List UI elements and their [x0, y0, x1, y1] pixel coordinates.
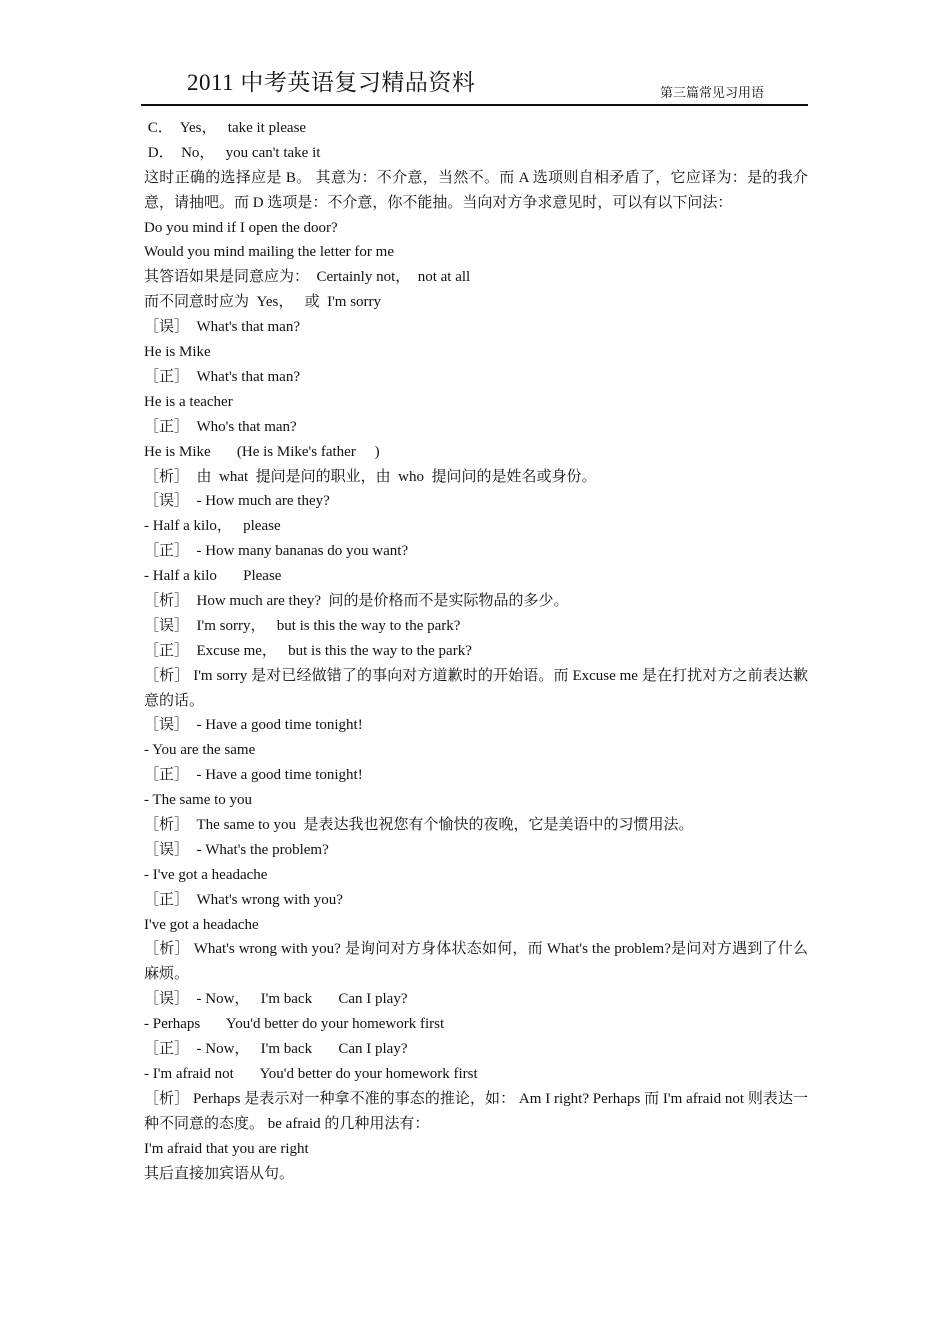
wrong-example: ［误］ - How much are they?: [144, 493, 330, 510]
document-title: [187, 64, 475, 97]
correct-example: ［正］ - Now， I'm back Can I play?: [144, 1041, 408, 1058]
dialogue-line: - You are the same: [144, 742, 256, 759]
correct-example: ［正］ Who's that man?: [144, 418, 297, 435]
dialogue-line: I've got a headache: [144, 916, 259, 933]
dialogue-line: He is Mike: [144, 344, 211, 361]
example-line: Do you mind if I open the door?: [144, 219, 338, 236]
option-d-line: D． No， you can't take it: [144, 144, 321, 161]
wrong-example: ［误］ - What's the problem?: [144, 841, 329, 858]
dialogue-line: He is a teacher: [144, 393, 233, 410]
analysis-paragraph: ［析］ I'm sorry 是对已经做错了的事向对方道歉时的开始语。而 Excuse me 是在打扰对方之前表达歉意的话。: [144, 667, 808, 709]
option-c-line: C． Yes， take it please: [144, 120, 307, 136]
analysis-line: ［析］ How much are they? 问的是价格而不是实际物品的多少。: [144, 592, 569, 609]
dialogue-line: - Perhaps You'd better do your homework first: [144, 1016, 445, 1033]
correct-example: ［正］ Excuse me， but is this the way to the park?: [144, 642, 472, 659]
example-line: Would you mind mailing the letter for me: [144, 244, 394, 261]
dialogue-line: - Half a kilo Please: [144, 568, 282, 585]
wrong-example: ［误］ What's that man?: [144, 319, 300, 336]
analysis-line: ［析］ 由 what 提问是问的职业，由 who 提问问的是姓名或身份。: [144, 468, 597, 485]
dialogue-line: He is Mike (He is Mike's father ): [144, 443, 380, 460]
answer-line: 其答语如果是同意应为： Certainly not， not at all: [144, 269, 471, 286]
correct-example: ［正］ - Have a good time tonight!: [144, 767, 363, 784]
dialogue-line: - The same to you: [144, 792, 253, 809]
example-line: I'm afraid that you are right: [144, 1140, 309, 1157]
page-header: [141, 60, 808, 106]
wrong-example: ［误］ - Now， I'm back Can I play?: [144, 991, 408, 1008]
section-title: 第三篇常见习用语: [659, 85, 764, 100]
document-body: [144, 116, 808, 1186]
wrong-example: ［误］ - Have a good time tonight!: [144, 717, 363, 734]
correct-example: ［正］ What's that man?: [144, 368, 300, 385]
answer-line: 而不同意时应为 Yes， 或 I'm sorry: [144, 294, 382, 311]
dialogue-line: - Half a kilo， please: [144, 518, 281, 535]
explanation-paragraph: 这时正确的选择应是 B。 其意为：不介意，当然不。而 A 选项则自相矛盾了，它应译为：是的我介意，请抽吧。而 D 选项是：不介意，你不能抽。当向对方争求意见时，可以有以下问法：: [144, 169, 808, 211]
dialogue-line: - I'm afraid not You'd better do your homework first: [144, 1065, 478, 1082]
document-title-text: 2011 中考英语复习精品资料: [187, 70, 476, 95]
note-line: 其后直接加宾语从句。: [144, 1165, 295, 1182]
correct-example: ［正］ - How many bananas do you want?: [144, 543, 409, 560]
wrong-example: ［误］ I'm sorry， but is this the way to the park?: [144, 617, 461, 634]
analysis-paragraph: ［析］ Perhaps 是表示对一种拿不准的事态的推论，如： Am I right? Perhaps 而 I'm afraid not 则表达一种不同意的态度。 be afraid 的几种用法有：: [144, 1090, 808, 1132]
analysis-line: ［析］ The same to you 是表达我也祝您有个愉快的夜晚，它是美语中的习惯用法。: [144, 817, 694, 833]
analysis-paragraph: ［析］ What's wrong with you? 是询问对方身体状态如何，而 What's the problem?是问对方遇到了什么麻烦。: [144, 941, 808, 983]
dialogue-line: - I've got a headache: [144, 866, 268, 883]
correct-example: ［正］ What's wrong with you?: [144, 891, 343, 908]
